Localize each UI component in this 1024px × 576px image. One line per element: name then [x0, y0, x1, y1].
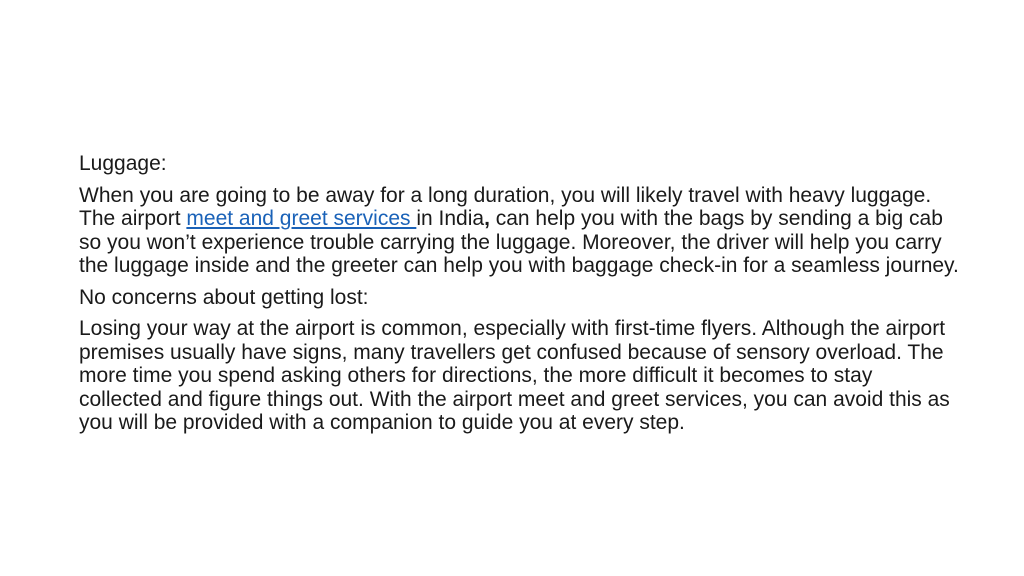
paragraph-luggage-text-3: can help you with the bags by sending a big cab so you won’t experience trouble carrying the luggage. Moreover, the driver will help you carry the luggage inside and the greeter can help you with baggage check-in for a seamless journey. — [79, 207, 959, 277]
heading-getting-lost: No concerns about getting lost: — [79, 285, 369, 309]
paragraph-luggage — [79, 184, 959, 278]
paragraph-getting-lost: Losing your way at the airport is common, especially with first-time flyers. Although the airport premises usually have signs, many travellers get confused because of sensory overload. The more time you spend asking others for directions, the more difficult it becomes to stay collected and figure things out. With the airport meet and greet services, you can avoid this as you will be provided with a companion to guide you at every step. — [79, 317, 950, 434]
paragraph-luggage-comma: , — [484, 207, 490, 230]
paragraph-luggage-text-1: When you are going to be away for a long duration, you will likely travel with heavy luggage. The airport — [79, 183, 932, 230]
paragraph-luggage-text-2: in India — [416, 207, 485, 230]
slide-body — [79, 152, 959, 443]
meet-and-greet-link[interactable]: meet and greet services — [186, 207, 417, 230]
heading-luggage: Luggage: — [79, 152, 167, 175]
